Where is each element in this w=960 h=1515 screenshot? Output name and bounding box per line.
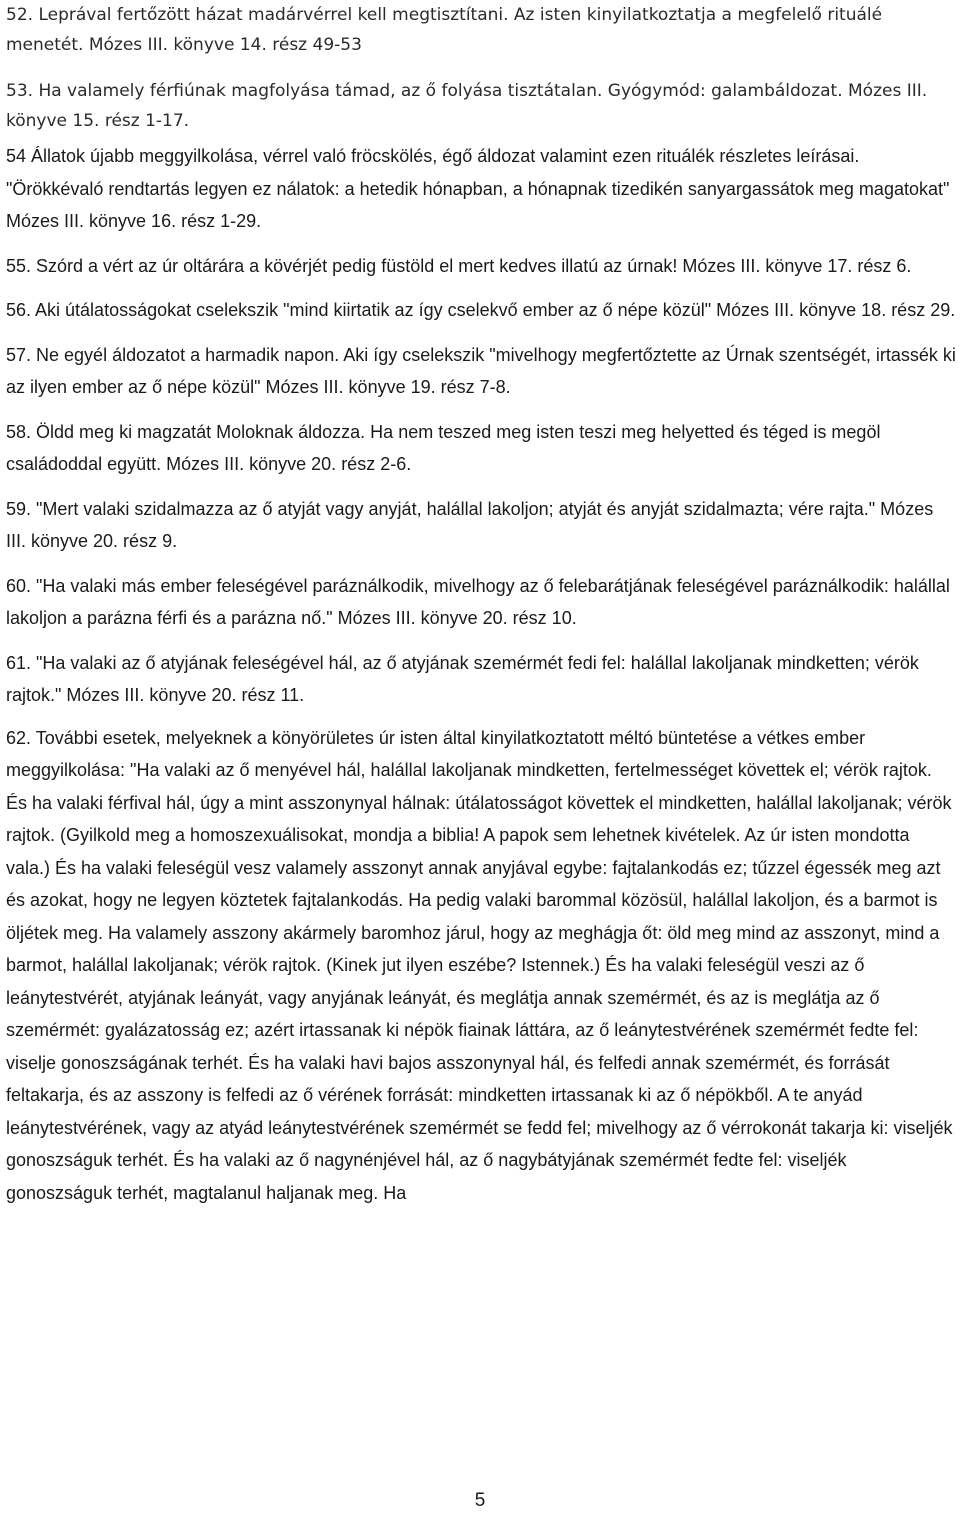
paragraph-60: 60. "Ha valaki más ember feleségével paráználkodik, mivelhogy az ő felebarátjának feleségével paráználkodik: halállal lakoljon a parázna férfi és a parázna nő." Mózes III. könyve 20. rész 10. [6, 575, 950, 628]
paragraph-54: 54 Állatok újabb meggyilkolása, vérrel való fröcskölés, égő áldozat valamint ezen rituálék részletes leírásai. "Örökkévaló rendtartás legyen ez nálatok: a hetedik hónapban, a hónapnak tizedikén sanyargassátok meg magatokat" Mózes III. könyve 16. rész 1-29. [6, 146, 950, 231]
paragraph-57: 57. Ne egyél áldozatot a harmadik napon. Aki így cselekszik "mivelhogy megfertőztette az Úrnak szentségét, irtassék ki az ilyen ember az ő népe közül" Mózes III. könyve 19. rész 7-8. [6, 344, 956, 397]
page-number: 5 [474, 1490, 486, 1511]
paragraph-56: 56. Aki útálatosságokat cselekszik "mind kiirtatik az így cselekvő ember az ő népe közül" Mózes III. könyve 18. rész 29. [6, 300, 956, 320]
paragraph-53: 53. Ha valamely férfiúnak magfolyása támad, az ő folyása tisztátalan. Gyógymód: galambáldozat. Mózes III. könyve 15. rész 1-17. [6, 81, 928, 131]
paragraph-52: 52. Leprával fertőzött házat madárvérrel kell megtisztítani. Az isten kinyilatkoztatja a megfelelő rituálé menetét. Mózes III. könyve 14. rész 49-53 [6, 5, 883, 55]
paragraph-61: 61. "Ha valaki az ő atyjának feleségével hál, az ő atyjának szemérmét fedi fel: halállal lakoljanak mindketten; vérök rajtok." Mózes III. könyve 20. rész 11. [6, 652, 919, 705]
paragraph-58: 58. Öldd meg ki magzatát Moloknak áldozza. Ha nem teszed meg isten teszi meg helyetted és téged is megöl családoddal együtt. Mózes III. könyve 20. rész 2-6. [6, 421, 881, 474]
paragraph-59: 59. "Mert valaki szidalmazza az ő atyját vagy anyját, halállal lakoljon; atyját és anyját szidalmazta; vére rajta." Mózes III. könyve 20. rész 9. [6, 498, 934, 551]
paragraph-62: 62. További esetek, melyeknek a könyörületes úr isten által kinyilatkoztatott méltó büntetése a vétkes ember meggyilkolása: "Ha valaki az ő menyével hál, halállal lakoljanak mindketten, fertelmességet követtek el; vérök rajtok. És ha valaki férfival hál, úgy a mint asszonynyal hálnak: útálatosságot követtek el mindketten, halállal lakoljanak; vérök rajtok. (Gyilkold meg a homoszexuálisokat, mondja a biblia! A papok sem lehetnek kivételek. Az úr isten mondotta vala.) És ha valaki feleségül vesz valamely asszonyt annak anyjával egybe: fajtalankodás ez; tűzzel égessék meg azt és azokat, hogy ne legyen köztetek fajtalankodás. Ha pedig valaki barommal közösül, halállal lakoljon, és a barmot is öljétek meg. Ha valamely asszony akármely baromhoz járul, hogy az meghágja őt: öld meg mind az asszonyt, mind a barmot, halállal lakoljanak; vérök rajtok. (Kinek jut ilyen eszébe? Istennek.) És ha valaki feleségül veszi az ő leánytestvérét, atyjának leányát, vagy anyjának leányát, és meglátja annak szemérmét, és az is meglátja az ő szemérmét: gyalázatosság ez; azért irtassanak ki népök fiainak láttára, az ő leánytestvérének szemérmét fedte fel: viselje gonoszságának terhét. És ha valaki havi bajos asszonynyal hál, és felfedi annak szemérmét, és forrását feltakarja, és az asszony is felfedi az ő vérének forrását: mindketten irtassanak ki az ő népökből. A te anyád leánytestvérének, vagy az atyád leánytestvérének szemérmét se fedd fel; mivelhogy az ő vérrokonát takarja ki: viseljék gonoszságuk terhét. És ha valaki az ő nagynénjével hál, az ő nagybátyjának szemérmét fedte fel: viseljék gonoszságuk terhét, magtalanul haljanak meg. Ha [6, 727, 953, 1203]
paragraph-55: 55. Szórd a vért az úr oltárára a kövérjét pedig füstöld el mert kedves illatú az úrnak! Mózes III. könyve 17. rész 6. [6, 255, 912, 276]
page-content [6, 0, 956, 1209]
